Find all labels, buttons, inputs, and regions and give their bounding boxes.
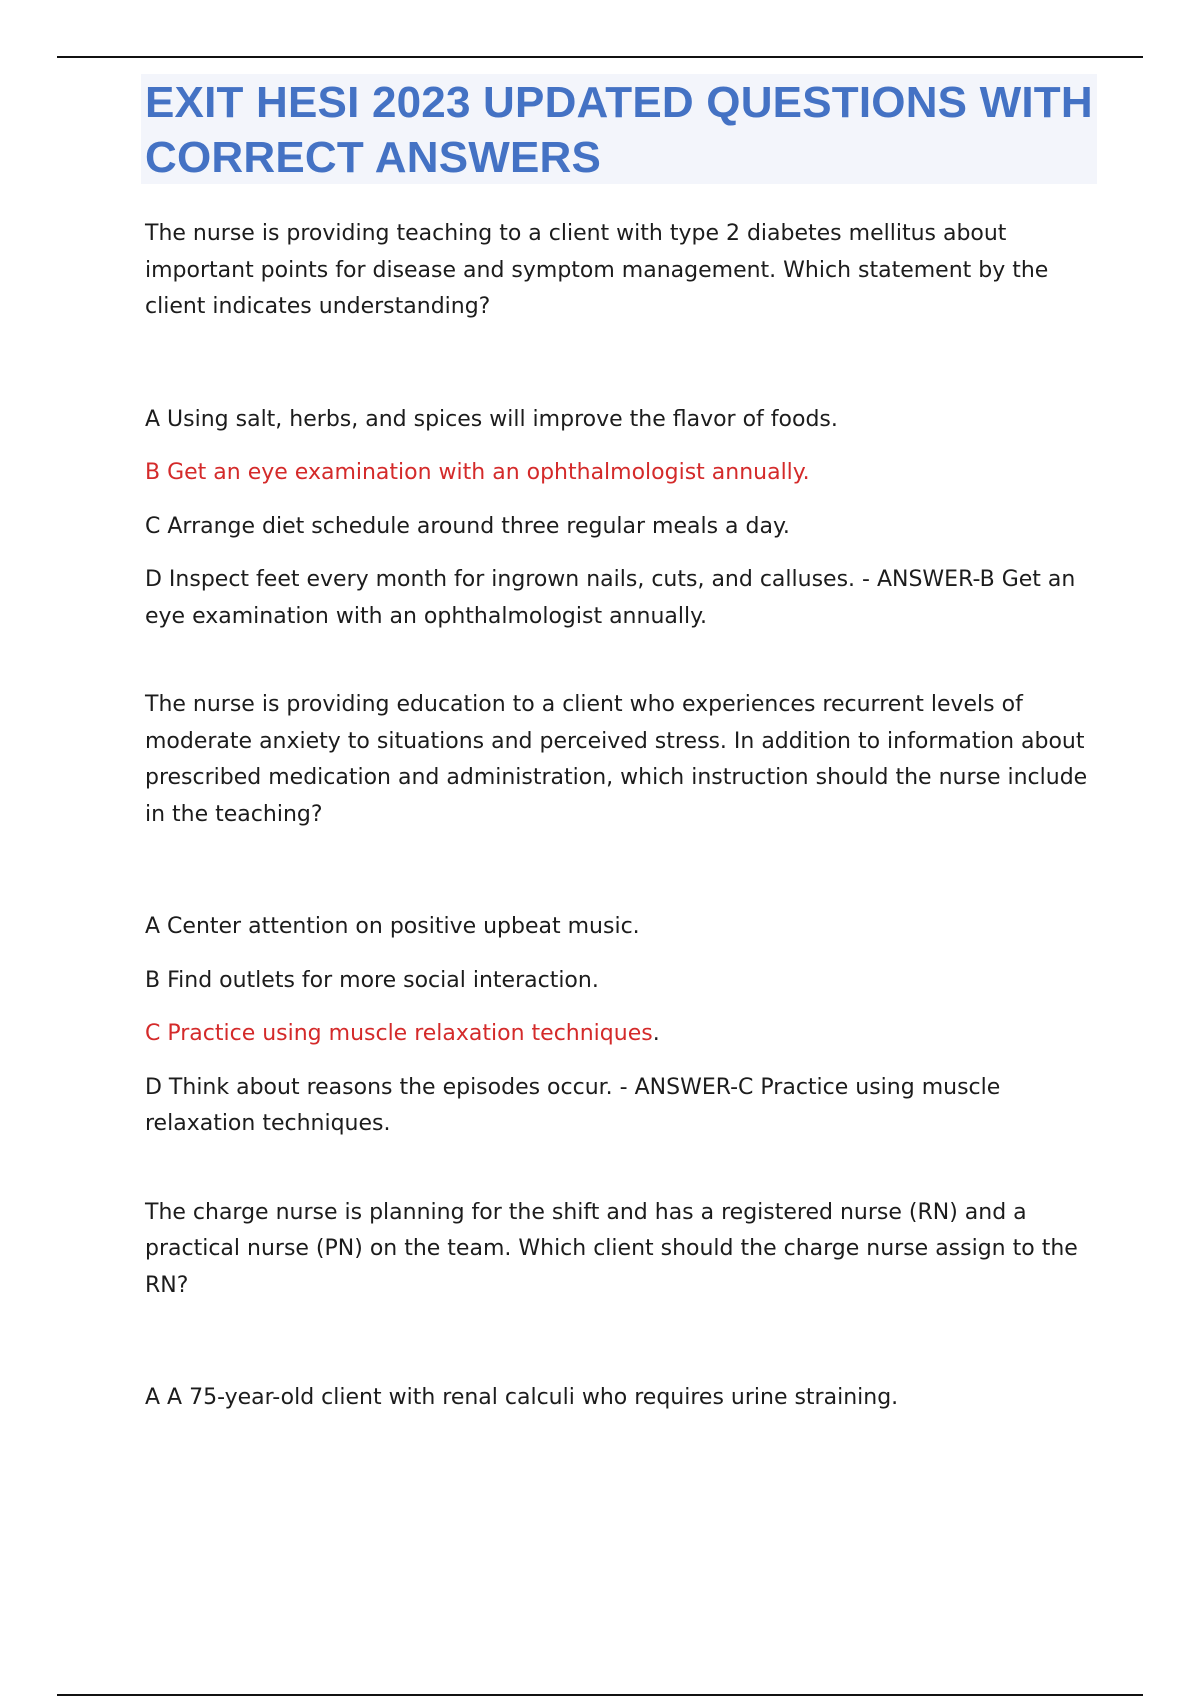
option-list — [145, 402, 1095, 636]
question-stem: The nurse is providing education to a client who experiences recurrent levels of moderate anxiety to situations and perceived stress. In addition to information about prescribed medication and administration, which instruction should the nurse include in the teaching? — [145, 692, 1088, 827]
option-c-period: . — [652, 1021, 660, 1046]
question-stem: The nurse is providing teaching to a client with type 2 diabetes mellitus about important points for disease and symptom management. Which statement by the client indicates understanding? — [145, 221, 1049, 319]
option-b-correct: B Get an eye examination with an ophthalmologist annually. — [145, 460, 810, 485]
option-a: A Using salt, herbs, and spices will improve the flavor of foods. — [145, 406, 838, 432]
option-d-with-answer: D Think about reasons the episodes occur. - ANSWER-C Practice using muscle relaxation techniques. — [145, 1074, 1001, 1136]
option-b: B Find outlets for more social interaction. — [145, 967, 599, 993]
question-stem: The charge nurse is planning for the shift and has a registered nurse (RN) and a practical nurse (PN) on the team. Which client should the charge nurse assign to the RN? — [145, 1199, 1078, 1298]
title-block — [141, 74, 1097, 184]
option-a: A A 75-year-old client with renal calculi who requires urine straining. — [145, 1385, 899, 1410]
option-c-correct: C Practice using muscle relaxation techniques — [145, 1021, 653, 1046]
option-list — [145, 909, 1095, 1143]
bottom-rule — [57, 1694, 1143, 1696]
top-rule — [57, 56, 1143, 58]
document-body — [145, 74, 1095, 1434]
question-1 — [145, 216, 1095, 635]
option-c: C Arrange diet schedule around three regular meals a day. — [145, 513, 790, 539]
option-d-with-answer: D Inspect feet every month for ingrown nails, cuts, and calluses. - ANSWER-B Get an eye examination with an ophthalmologist annually. — [145, 567, 1076, 629]
option-list — [145, 1380, 1095, 1417]
question-2 — [145, 687, 1095, 1143]
document-title: EXIT HESI 2023 UPDATED QUESTIONS WITH CORRECT ANSWERS — [145, 78, 1093, 182]
question-3 — [145, 1195, 1095, 1417]
option-c-line — [145, 1016, 1095, 1053]
option-a: A Center attention on positive upbeat music. — [145, 914, 640, 939]
